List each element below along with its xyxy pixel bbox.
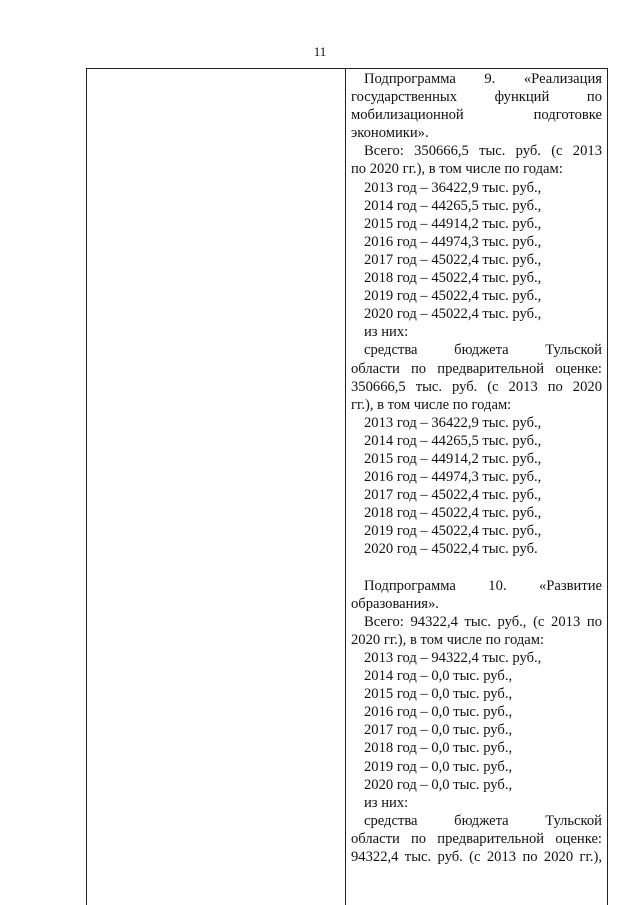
sub9-total-line: по 2020 гг.), в том числе по годам: — [351, 161, 563, 178]
sub9-budget-year-line: 2016 год – 44974,3 тыс. руб., — [364, 469, 542, 486]
sub10-total-line: 2020 гг.), в том числе по годам: — [351, 631, 545, 648]
sub9-year-line: 2014 год – 44265,5 тыс. руб., — [364, 197, 542, 214]
sub9-year-line: 2020 год – 45022,4 тыс. руб., — [364, 306, 542, 323]
sub9-budget-line: гг.), в том числе по годам: — [351, 396, 512, 413]
sub10-year-line: 2019 год – 0,0 тыс. руб., — [364, 758, 513, 775]
sub9-budget-line: средства бюджета Тульской — [364, 342, 602, 359]
column-divider — [345, 69, 346, 905]
right-column-content — [351, 70, 602, 866]
sub9-budget-line: 350666,5 тыс. руб. (с 2013 по 2020 — [351, 378, 602, 395]
sub10-of-them: из них: — [364, 794, 409, 811]
sub9-budget-year-line: 2013 год – 36422,9 тыс. руб., — [364, 414, 542, 431]
sub10-year-line: 2017 год – 0,0 тыс. руб., — [364, 722, 513, 739]
sub9-budget-year-line: 2018 год – 45022,4 тыс. руб., — [364, 505, 542, 522]
sub9-title-line: государственных функций по — [351, 89, 602, 106]
sub9-budget-line: области по предварительной оценке: — [351, 360, 602, 377]
sub9-year-line: 2016 год – 44974,3 тыс. руб., — [364, 233, 542, 250]
sub9-year-line: 2013 год – 36422,9 тыс. руб., — [364, 179, 542, 196]
sub9-budget-year-line: 2017 год – 45022,4 тыс. руб., — [364, 487, 542, 504]
sub10-year-line: 2020 год – 0,0 тыс. руб., — [364, 776, 513, 793]
sub10-total-line: Всего: 94322,4 тыс. руб., (с 2013 по — [364, 613, 602, 630]
sub10-budget-line: 94322,4 тыс. руб. (с 2013 по 2020 гг.), — [351, 849, 602, 866]
sub10-budget-line: области по предварительной оценке: — [351, 830, 602, 847]
sub10-year-line: 2015 год – 0,0 тыс. руб., — [364, 686, 513, 703]
sub9-year-line: 2018 год – 45022,4 тыс. руб., — [364, 270, 542, 287]
sub10-title-line: Подпрограмма 10. «Развитие — [364, 577, 602, 594]
sub9-year-line: 2019 год – 45022,4 тыс. руб., — [364, 288, 542, 305]
sub9-of-them: из них: — [364, 324, 409, 341]
section-spacer — [351, 559, 602, 577]
sub9-year-line: 2015 год – 44914,2 тыс. руб., — [364, 215, 542, 232]
sub9-budget-year-line: 2015 год – 44914,2 тыс. руб., — [364, 450, 542, 467]
sub10-year-line: 2018 год – 0,0 тыс. руб., — [364, 740, 513, 757]
sub10-title-line: образования». — [351, 595, 439, 612]
sub9-budget-year-line: 2020 год – 45022,4 тыс. руб. — [364, 541, 538, 558]
sub9-budget-year-line: 2019 год – 45022,4 тыс. руб., — [364, 523, 542, 540]
document-table — [86, 68, 608, 905]
page-number: 11 — [313, 44, 327, 59]
sub9-budget-year-line: 2014 год – 44265,5 тыс. руб., — [364, 432, 542, 449]
sub10-year-line: 2016 год – 0,0 тыс. руб., — [364, 704, 513, 721]
sub10-year-line: 2013 год – 94322,4 тыс. руб., — [364, 650, 542, 666]
sub9-title-line: экономики». — [351, 125, 429, 142]
sub9-title-line: мобилизационной подготовке — [351, 107, 602, 124]
sub10-year-line: 2014 год – 0,0 тыс. руб., — [364, 668, 513, 685]
sub9-title-line: Подпрограмма 9. «Реализация — [364, 71, 602, 87]
sub10-budget-line: средства бюджета Тульской — [364, 812, 602, 829]
sub9-year-line: 2017 год – 45022,4 тыс. руб., — [364, 251, 542, 268]
sub9-total-line: Всего: 350666,5 тыс. руб. (с 2013 — [364, 143, 602, 160]
